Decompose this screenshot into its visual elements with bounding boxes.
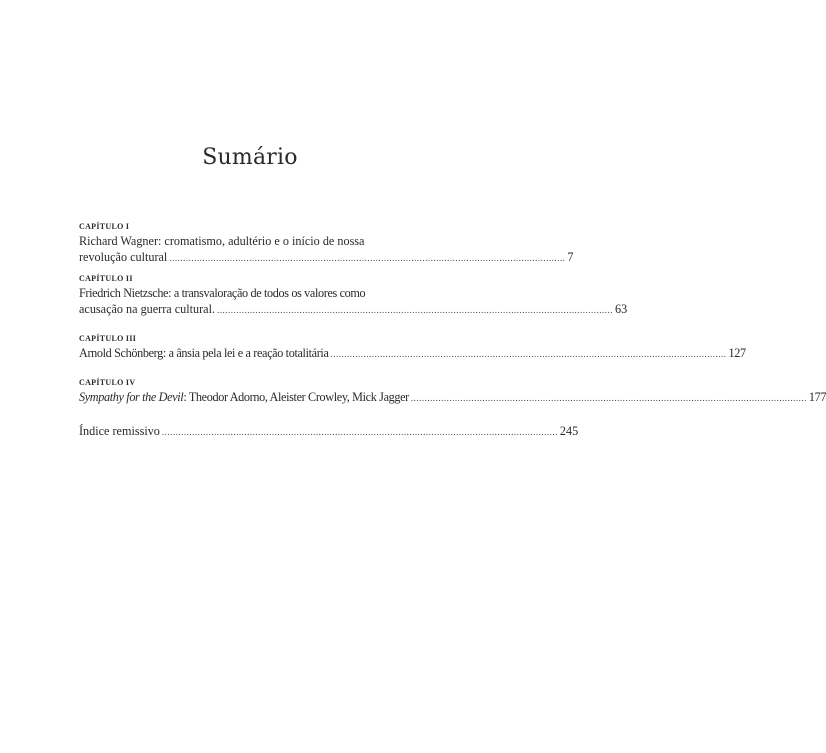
chapter-title-rest: : Theodor Adorno, Aleister Crowley, Mick Jagger (183, 390, 409, 404)
chapter-title-leader-line (79, 346, 746, 363)
index-title: Índice remissivo (79, 424, 160, 438)
dot-leader: ................................................................................................................................................ (410, 393, 807, 403)
chapter-title-line: Friedrich Nietzsche: a transvaloração de todos os valores como (79, 286, 366, 300)
page-number: 63 (615, 301, 628, 316)
toc-entry-chapter-3[interactable] (79, 334, 746, 363)
chapter-label: CAPÍTULO I (79, 222, 130, 231)
chapter-title-leader-line (79, 249, 574, 267)
chapter-title (79, 390, 409, 406)
chapter-label: CAPÍTULO IV (79, 378, 136, 387)
toc-entry-chapter-4[interactable] (79, 378, 826, 407)
dot-leader: ................................................................................................................................................ (169, 252, 566, 263)
page-number: 177 (808, 390, 826, 404)
chapter-title-leader-line (79, 390, 826, 407)
toc-entry-index[interactable] (79, 424, 579, 441)
chapter-title-line: Richard Wagner: cromatismo, adultério e o início de nossa (79, 234, 365, 248)
chapter-title-continuation: revolução cultural (79, 249, 168, 264)
toc-entry-chapter-2[interactable] (79, 274, 628, 318)
page-title: Sumário (202, 145, 298, 170)
chapter-title: Arnold Schönberg: a ânsia pela lei e a reação totalitária (79, 346, 329, 360)
index-leader-line (79, 424, 579, 441)
chapter-title-continuation: acusação na guerra cultural. (79, 301, 216, 316)
page-number: 245 (559, 424, 579, 438)
chapter-title-leader-line (79, 301, 628, 319)
chapter-label: CAPÍTULO III (79, 334, 137, 343)
page-number: 127 (728, 346, 746, 360)
dot-leader: ................................................................................................................................................ (217, 304, 614, 315)
page-number: 7 (567, 249, 574, 264)
toc-entry-chapter-1[interactable] (79, 222, 574, 266)
chapter-title-italic: Sympathy for the Devil (79, 390, 184, 404)
dot-leader: ................................................................................................................................................ (330, 349, 727, 359)
dot-leader: ................................................................................................................................................ (161, 427, 558, 437)
chapter-label: CAPÍTULO II (79, 274, 133, 283)
